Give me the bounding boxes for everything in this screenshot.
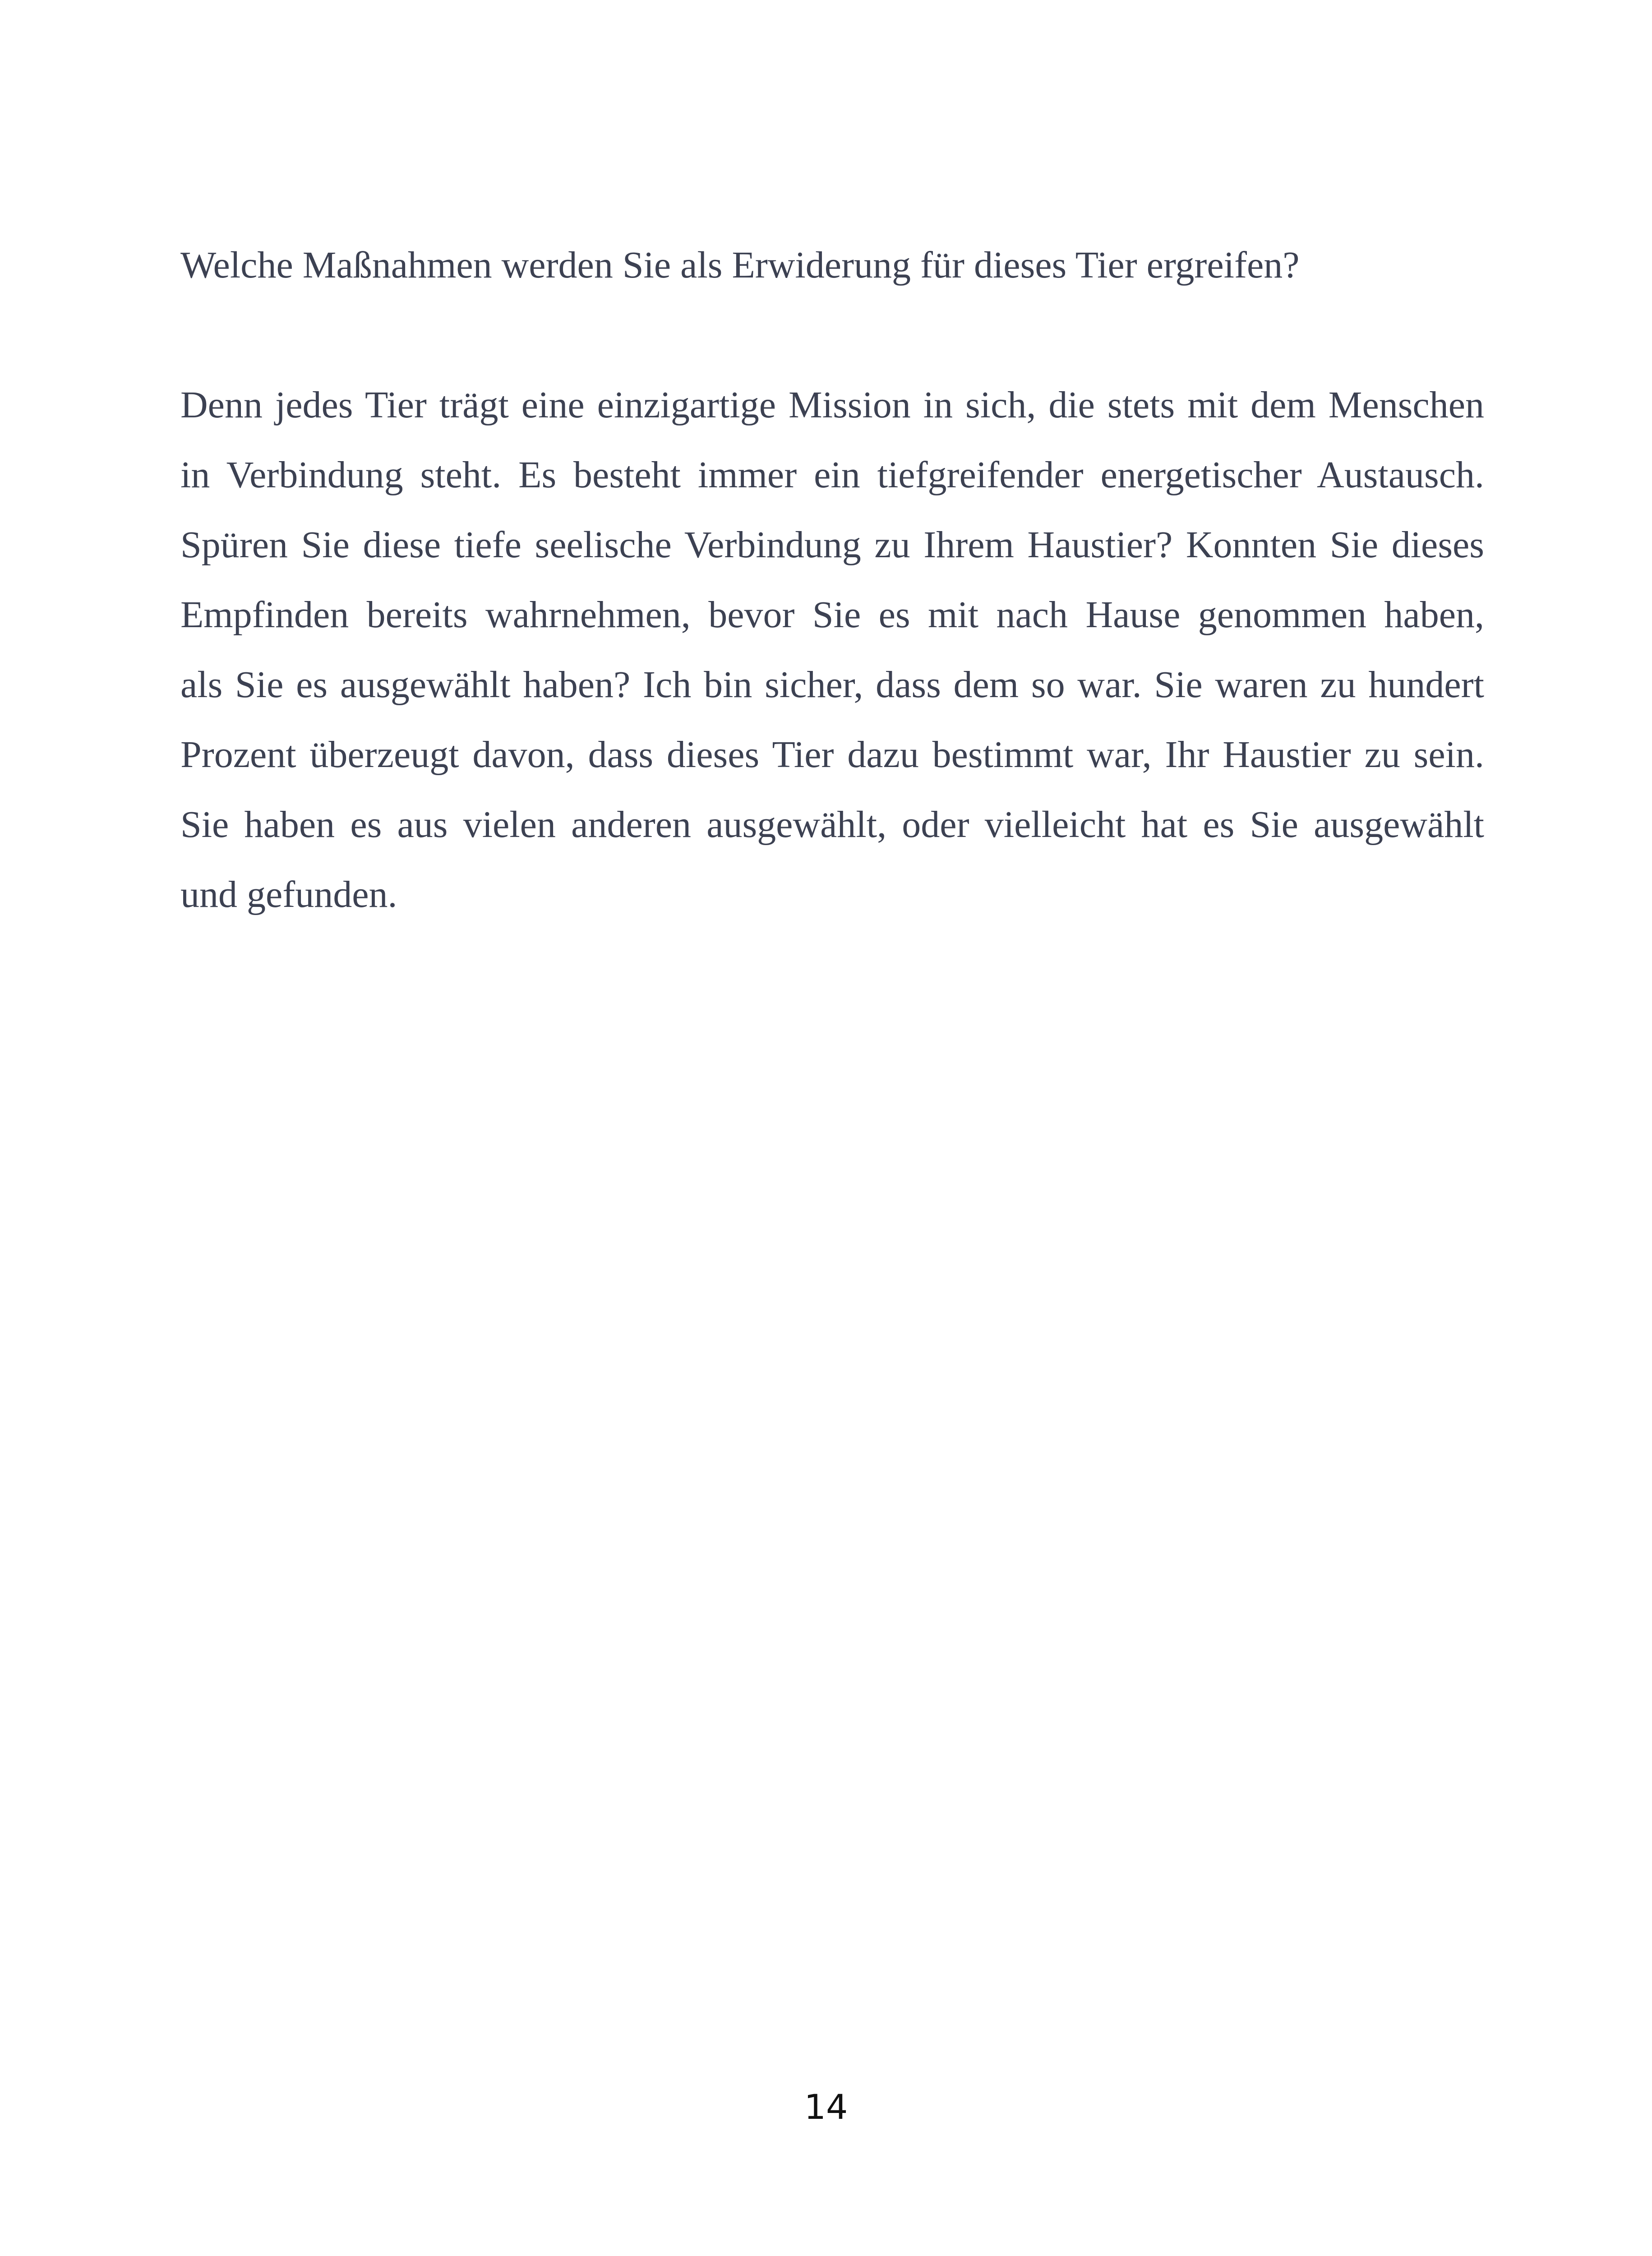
paragraph-line: Denn jedes Tier trägt eine einzigartige Mission in sich, die stets mit dem Menschen — [180, 384, 1484, 426]
paragraph-line: in Verbindung steht. Es besteht immer ein tiefgreifender energetischer Austausch. — [180, 454, 1484, 496]
paragraph-spacer — [180, 300, 1484, 370]
paragraph-line: Sie haben es aus vielen anderen ausgewählt, oder vielleicht hat es Sie ausgewählt — [180, 804, 1484, 846]
page-content — [180, 230, 1484, 929]
paragraph-line: und gefunden. — [180, 874, 397, 915]
body-paragraph — [180, 370, 1484, 929]
question-line: Welche Maßnahmen werden Sie als Erwiderung für dieses Tier ergreifen? — [180, 244, 1300, 286]
paragraph-line: Prozent überzeugt davon, dass dieses Tier dazu bestimmt war, Ihr Haustier zu sein. — [180, 734, 1484, 776]
paragraph-line: Empfinden bereits wahrnehmen, bevor Sie es mit nach Hause genommen haben, — [180, 594, 1484, 636]
paragraph-line: Spüren Sie diese tiefe seelische Verbindung zu Ihrem Haustier? Konnten Sie dieses — [180, 524, 1484, 566]
paragraph-line: als Sie es ausgewählt haben? Ich bin sicher, dass dem so war. Sie waren zu hundert — [180, 664, 1484, 706]
page-number: 14 — [804, 2087, 848, 2127]
